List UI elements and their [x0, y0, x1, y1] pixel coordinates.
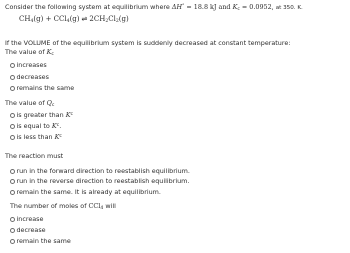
- intro-suffix: at 350. K.: [275, 5, 303, 11]
- reactant-ch4-subscript: 4: [30, 19, 34, 24]
- q2-option-subscript: c: [70, 112, 74, 117]
- q4-option-same[interactable]: [10, 237, 71, 245]
- radio-button-icon[interactable]: [10, 86, 15, 91]
- q3-label: The reaction must: [5, 152, 64, 160]
- radio-button-icon[interactable]: [10, 190, 15, 195]
- q4-species-subscript: 4: [100, 206, 104, 211]
- q2-option-label: is greater than: [16, 111, 64, 119]
- q4-label-text: The number of moles of: [10, 202, 87, 210]
- q1-option-decreases[interactable]: [10, 73, 49, 81]
- q3-option-same[interactable]: [10, 188, 161, 196]
- q1-option-label: remains the same: [16, 84, 75, 92]
- product-state: (g): [118, 15, 129, 23]
- q1-option-increases[interactable]: [10, 61, 47, 69]
- question-intro: [5, 3, 303, 14]
- q4-option-increase[interactable]: [10, 215, 43, 223]
- delta-h-symbol: ΔH: [171, 3, 183, 11]
- q2-option-period: .: [59, 122, 62, 130]
- q3-option-label: remain the same. It is already at equilibrium.: [16, 188, 161, 196]
- product-cl: Cl: [108, 15, 116, 23]
- q3-option-label: run in the forward direction to reestablish equilibrium.: [16, 167, 190, 175]
- q4-label: [10, 202, 116, 213]
- delta-h-degree: °: [182, 4, 185, 9]
- radio-button-icon[interactable]: [10, 169, 15, 174]
- q4-species: CCl: [88, 202, 101, 210]
- q3-option-label: run in the reverse direction to reestablish equilibrium.: [16, 177, 190, 185]
- q1-label: [5, 48, 54, 59]
- radio-button-icon[interactable]: [10, 135, 15, 140]
- q2-option-less[interactable]: [10, 133, 62, 141]
- reactant-state-2: (g): [69, 15, 80, 23]
- product-subscript: 2: [105, 19, 109, 24]
- reaction-equation: [19, 15, 129, 26]
- reactant-ch4: CH: [19, 15, 31, 23]
- q1-option-label: increases: [16, 61, 47, 69]
- q4-option-decrease[interactable]: [10, 226, 46, 234]
- q4-option-label: decrease: [16, 226, 46, 234]
- q1-option-same[interactable]: [10, 84, 74, 92]
- volume-prompt: If the VOLUME of the equilibrium system is suddenly decreased at constant temperature:: [5, 39, 291, 47]
- q2-option-greater[interactable]: [10, 111, 73, 119]
- q2-option-label: is less than: [16, 133, 53, 141]
- radio-button-icon[interactable]: [10, 217, 15, 222]
- q2-option-label: is equal to: [16, 122, 50, 130]
- q2-symbol: Q: [46, 99, 52, 107]
- q2-option-equal[interactable]: [10, 122, 61, 130]
- q1-label-text: The value of: [5, 48, 45, 56]
- intro-prefix: Consider the following system at equilibrium where: [5, 3, 170, 11]
- radio-button-icon[interactable]: [10, 239, 15, 244]
- radio-button-icon[interactable]: [10, 124, 15, 129]
- q3-option-reverse[interactable]: [10, 177, 189, 185]
- q2-option-symbol: K: [51, 122, 57, 130]
- q4-label-suffix: will: [105, 202, 116, 210]
- kc-subscript: c: [237, 7, 240, 12]
- radio-button-icon[interactable]: [10, 228, 15, 233]
- q2-option-subscript: c: [56, 123, 60, 128]
- delta-h-value: = 18.8 kJ and: [184, 3, 233, 11]
- reactant-state: (g) + CCl: [33, 15, 67, 23]
- q2-label-text: The value of: [5, 99, 45, 107]
- kc-symbol: K: [232, 3, 238, 11]
- radio-button-icon[interactable]: [10, 179, 15, 184]
- q2-label: [5, 99, 54, 110]
- kc-value: = 0.0952,: [239, 3, 276, 11]
- q4-option-label: remain the same: [16, 237, 71, 245]
- q2-option-subscript: c: [59, 134, 62, 139]
- product-cl-subscript: 2: [115, 19, 119, 24]
- q4-option-label: increase: [16, 215, 44, 223]
- q3-option-forward[interactable]: [10, 167, 190, 175]
- product-ch2cl2: 2CH: [89, 15, 106, 23]
- radio-button-icon[interactable]: [10, 113, 15, 118]
- q1-subscript: c: [51, 52, 54, 57]
- reactant-ccl4-subscript: 4: [66, 19, 70, 24]
- radio-button-icon[interactable]: [10, 63, 15, 68]
- q1-option-label: decreases: [16, 73, 49, 81]
- radio-button-icon[interactable]: [10, 75, 15, 80]
- equilibrium-arrow: ⇌: [81, 15, 88, 23]
- q2-subscript: c: [51, 103, 55, 108]
- q1-symbol: K: [46, 48, 52, 56]
- q2-option-symbol: K: [65, 111, 71, 119]
- q2-option-symbol: K: [54, 133, 60, 141]
